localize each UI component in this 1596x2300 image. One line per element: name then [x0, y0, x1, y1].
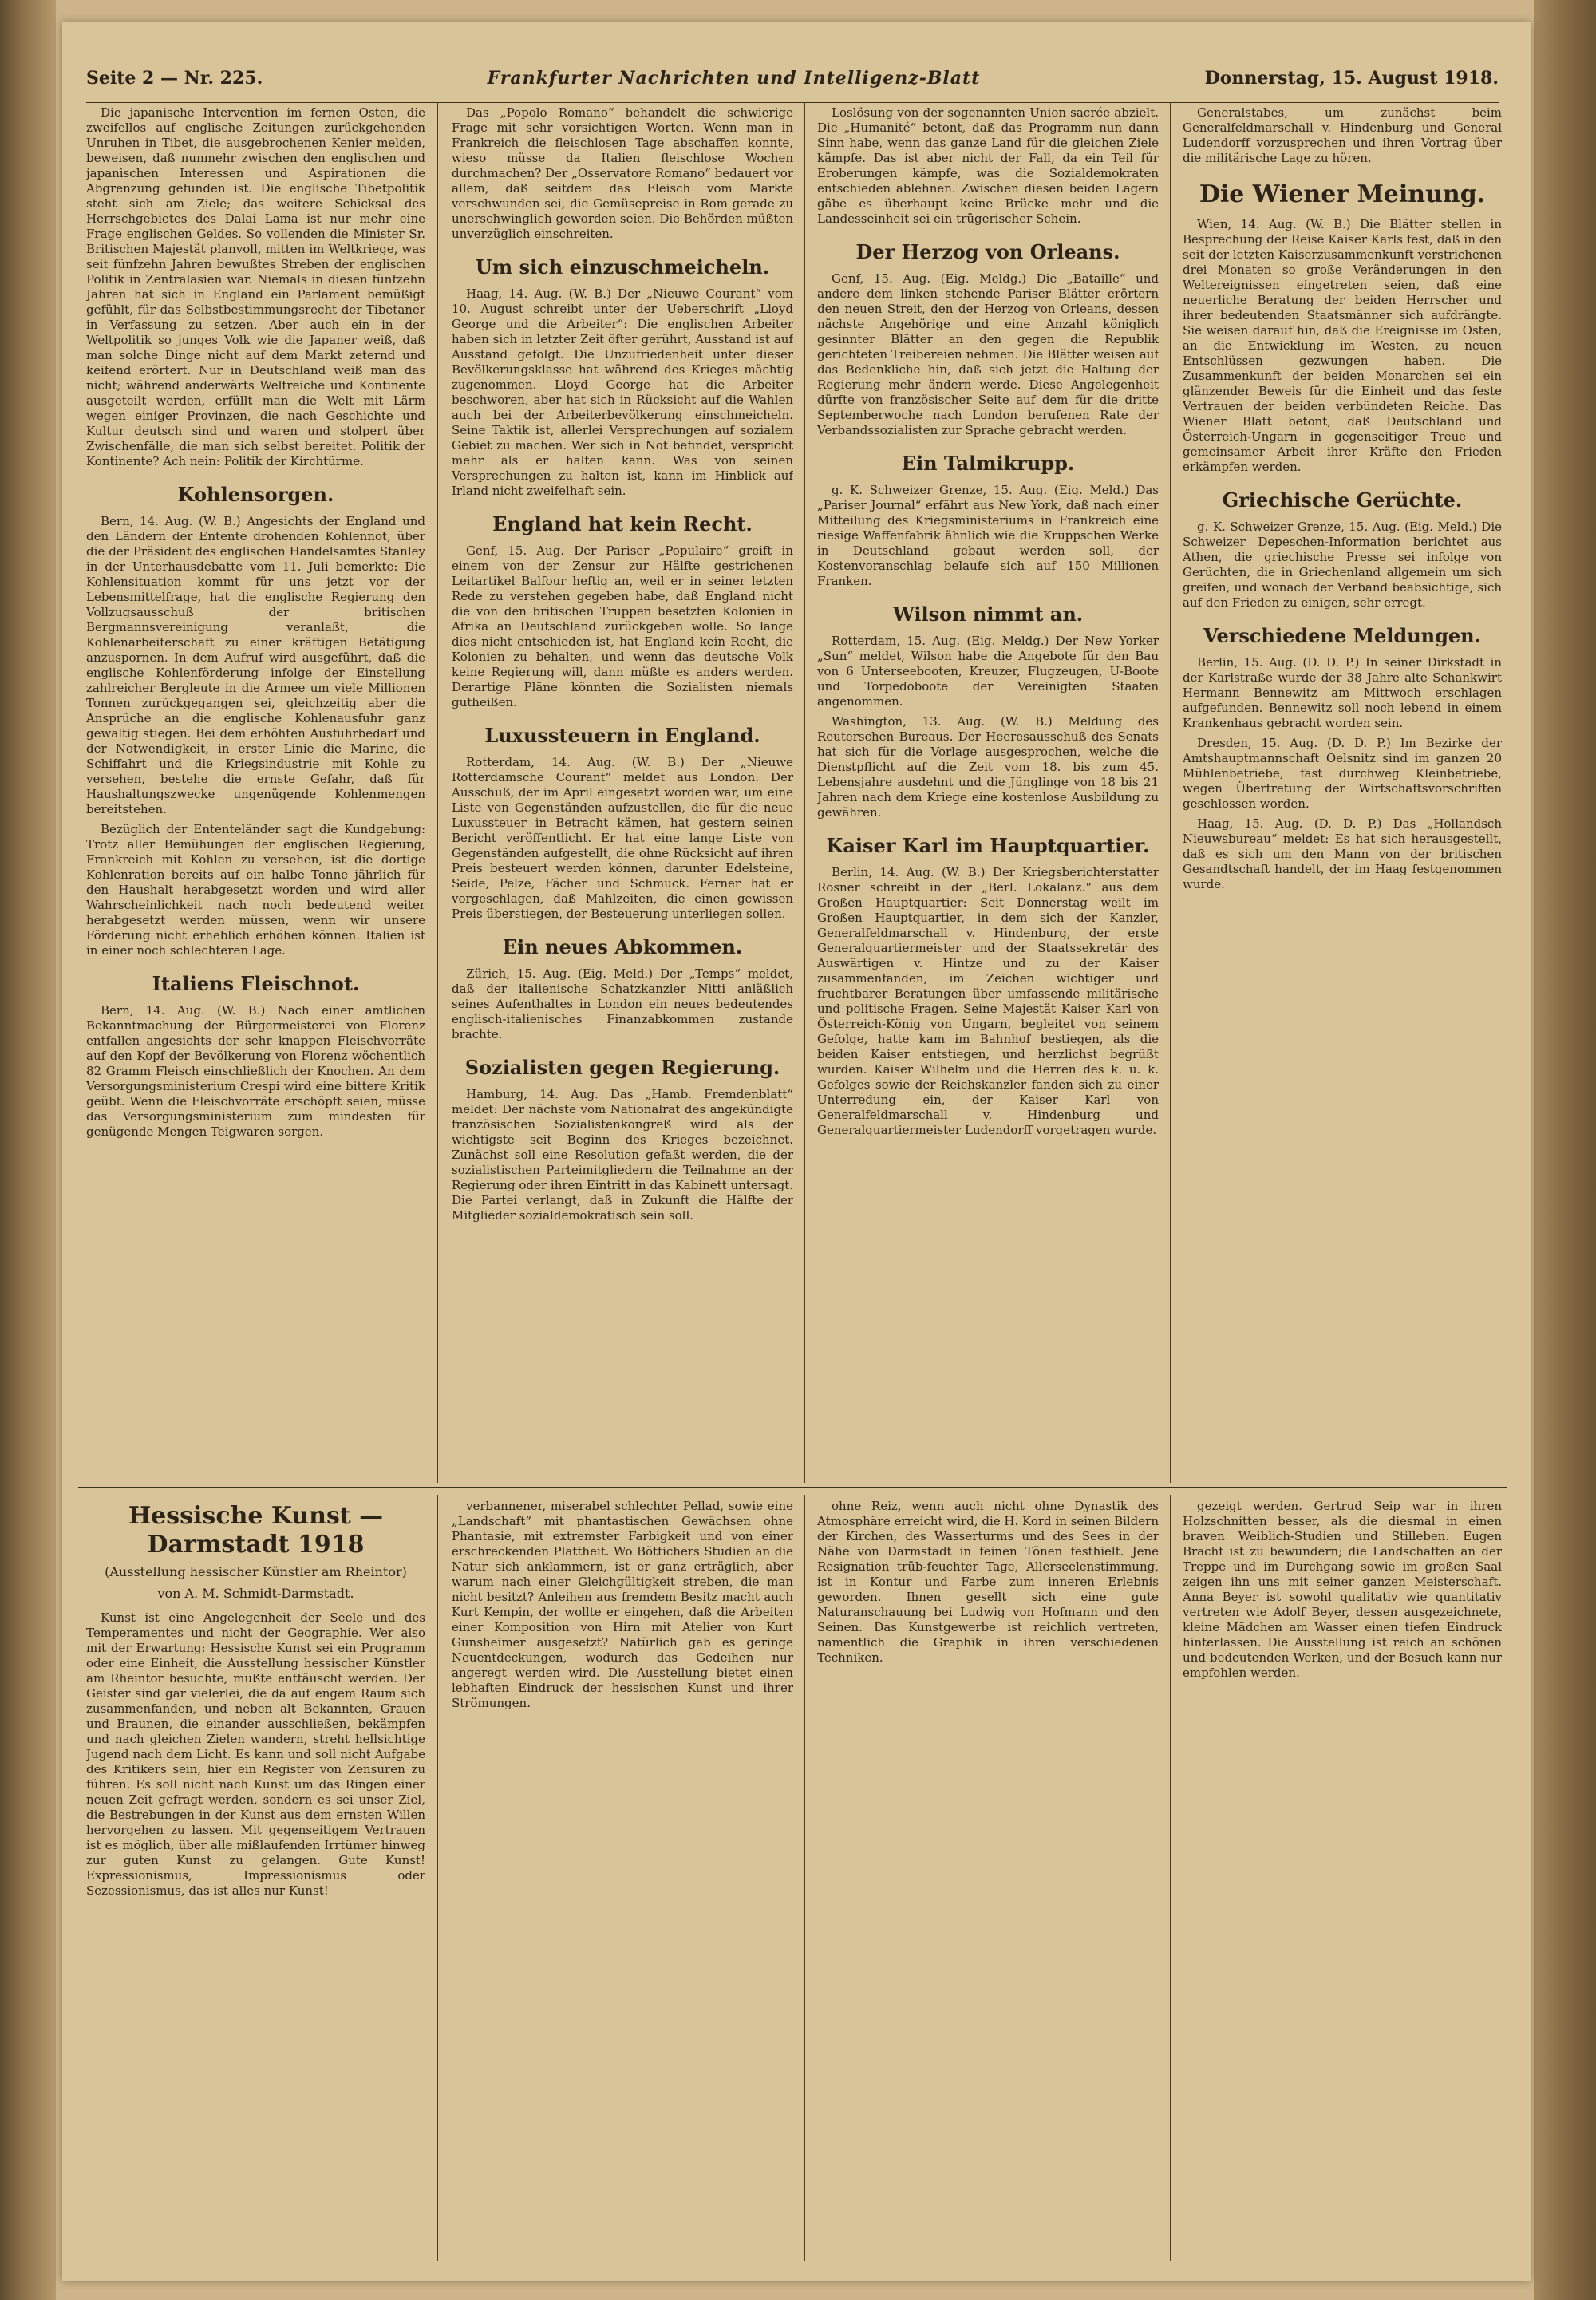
headline-italiens-fleischnot: Italiens Fleischnot.	[152, 972, 360, 995]
article-text: Dresden, 15. Aug. (D. D. P.) Im Bezirke der Amtshauptmannschaft Oelsnitz sind im ganzen 20 Mühlenbetriebe, fast durchweg Kleinbetriebe, wegen Übertretung der Wirtschaftsvorschriften geschlossen worden.	[1183, 736, 1502, 811]
column-3	[817, 105, 1159, 1478]
article-text: Washington, 13. Aug. (W. B.) Meldung des Reuterschen Bureaus. Der Heeresausschuß des Senats hat sich für die Vorlage ausgesprochen, welche die Dienstpflicht auf die Zeit vom 18. bis zum 45. Lebensjahre ausdehnt und die Jünglinge von 18 bis 21 Jahren nach dem Kriege eine kostenlose Ausbildung zu gewähren.	[817, 714, 1159, 820]
article-text: Kunst ist eine Angelegenheit der Seele und des Temperamentes und nicht der Geographie. Wer also mit der Erwartung: Hessische Kunst sei ein Programm oder eine Einheit, die Ausstellung hessischer Künstler am Rheintor besuchte, mußte enttäuscht werden. Der Geister sind gar vielerlei, die da auf engem Raum sich zusammenfanden, und neben alt Bekannten, Grauen und Braunen, die einander ausschließen, bekämpfen und nach gleichen Zielen wandern, streht hellsichtige Jugend nach dem Licht. Es kann und soll nicht Aufgabe des Kritikers sein, hier ein Register von Zensuren zu führen. Es soll nicht nach Kunst um das Ringen einer neuen Zeit gefragt werden, sondern es sei unser Ziel, die Bestrebungen in der Kunst aus dem ernsten Willen hervorgehen zu lassen. Mit gegenseitigem Vertrauen ist es möglich, über alle mißlaufenden Irrtümer hinweg zur guten Kunst zu gelangen. Gute Kunst! Expressionismus, Impressionismus oder Sezessionismus, das ist alles nur Kunst!	[86, 1610, 425, 1898]
article-text: g. K. Schweizer Grenze, 15. Aug. (Eig. Meld.) Das „Pariser Journal“ erfährt aus New York, daß nach einer Mitteilung des Kriegsministeriums in Frankreich eine riesige Waffenfabrik ähnlich wie die Kruppschen Werke in Deutschland gebaut werden soll, der Kostenvoranschlag belaufe sich auf 150 Millionen Franken.	[817, 483, 1159, 588]
column-rule	[1170, 102, 1171, 1483]
column-rule	[1170, 1495, 1171, 2261]
feuilleton-column-4	[1183, 1499, 1502, 2257]
article-text: Das „Popolo Romano“ behandelt die schwierige Frage mit sehr vorsichtigen Worten. Wenn man in Frankreich die fleischlosen Tage abschaffen konnte, wieso müsse da Italien fleischlose Wochen durchmachen? Der „Osservatore Romano“ bedauert vor allem, daß seitdem das Fleisch vom Markte verschwunden sei, die Gemüsepreise in Rom gerade zu unerschwinglich geworden seien. Die Behörden müßten unverzüglich einschreiten.	[452, 105, 793, 241]
article-text: Hamburg, 14. Aug. Das „Hamb. Fremdenblatt“ meldet: Der nächste vom Nationalrat des angekündigte französischen Sozialistenkongreß wird als der wichtigste seit Beginn des Krieges bezeichnet. Zunächst soll eine Resolution gefaßt werden, die der sozialistischen Parteimitgliedern die Teilnahme an der Regierung oder ihren Eintritt in das Kabinett untersagt. Die Partei verlangt, daß in Zukunft die Hälfte der Mitglieder sozialdemokratisch sein soll.	[452, 1087, 793, 1223]
feuilleton-column-1	[86, 1499, 425, 2257]
page-header	[86, 61, 1499, 103]
headline-herzog-orleans: Der Herzog von Orleans.	[855, 240, 1120, 263]
headline-griechische-geruechte: Griechische Gerüchte.	[1222, 488, 1463, 512]
feuilleton-title: Hessische Kunst — Darmstadt 1918	[128, 1502, 384, 1559]
article-text: Genf, 15. Aug. (Eig. Meldg.) Die „Bataille“ und andere dem linken stehende Pariser Blätter erörtern den neuen Streit, den der Herzog von Orleans, dessen nächste Angehörige und eine Anzahl königlich gesinnter Blätter an den gegen die Republik gerichteten Treibereien nehmen. Die Blätter weisen auf das Bedenkliche hin, daß sich jetzt die Haltung der Regierung mehr ändern werde. Diese Angelegenheit dürfte von französischer Seite auf dem für die dritte Septemberwoche nach London berufenen Rate der Verbandssozialisten zur Sprache gebracht werden.	[817, 271, 1159, 437]
headline-wilson: Wilson nimmt an.	[892, 603, 1084, 626]
column-rule	[437, 102, 438, 1483]
feuilleton-divider	[78, 1487, 1507, 1488]
article-text: Genf, 15. Aug. Der Pariser „Populaire“ greift in einem von der Zensur zur Hälfte gestrichenen Leitartikel Balfour heftig an, weil er in seiner letzten Rede zu verstehen gegeben habe, daß England nicht die von den britischen Truppen besetzten Kolonien in Afrika an Deutschland zurückgeben wolle. So lange dies nicht entschieden ist, hat England kein Recht, die Kolonien zu behalten, und wenn das deutsche Volk keine Regierung will, dann müßte es anders werden. Derartige Pläne könnten die Sozialisten niemals gutheißen.	[452, 543, 793, 709]
column-rule	[804, 1495, 805, 2261]
column-rule	[804, 102, 805, 1483]
feuilleton-subtitle: (Ausstellung hessischer Künstler am Rheintor)	[105, 1564, 407, 1579]
article-text: Berlin, 14. Aug. (W. B.) Der Kriegsberichterstatter Rosner schreibt in der „Berl. Lokalanz.“ aus dem Großen Hauptquartier: Seit Donnerstag weilt im Großen Hauptquartier, in dem sich der Kanzler, Generalfeldmarschall v. Hindenburg, der erste Generalquartiermeister und der Staatssekretär des Auswärtigen v. Hintze und zu der Kaiser zusammenfanden, im Zeichen wichtiger und fruchtbarer Beratungen über umfassende militärische und politische Fragen. Seine Majestät Kaiser Karl von Österreich-König von Ungarn, begleitet von seinem Gefolge, hatte kam im Bahnhof bestiegen, als die beiden Kaiser entstiegen, und herzlichst begrüßt wurden. Kaiser Wilhelm und die Herren des k. u. k. Gefolges sowie der Reichskanzler fanden sich zu einer Unterredung ein, der Kaiser Karl von Generalfeldmarschall v. Hindenburg und Generalquartiermeister Ludendorff vorgetragen wurde.	[817, 865, 1159, 1137]
article-text: Die japanische Intervention im fernen Osten, die zweifellos auf englische Zeitungen zurückgehenden Unruhen in Tibet, die ausgebrochenen Kenier melden, beweisen, daß nunmehr zwischen den englischen und japanischen Interessen und Aspirationen die Abgrenzung gefunden ist. Die englische Tibetpolitik steht sich am Ziele; das weitere Schicksal des Herrschgebietes des Dalai Lama ist nur mehr eine Frage englischen Geldes. So vollenden die Minister Sr. Britischen Majestät planvoll, mitten im Weltkriege, was seit fünfzehn Jahren bewußtes Streben der englischen Politik in Zentralasien war. Niemals in diesen fünfzehn Jahren hat sich in England ein Parlament bemüßigt gefühlt, für das Selbstbestimmungsrecht der Tibetaner in Verfassung zu setzen. Aber auch ein in der Weltpolitik so junges Volk wie die Japaner weiß, daß man solche Dinge nicht auf dem Markt zeternd und keifend erörtert. Nur in Deutschland weiß man das nicht; während anderwärts Weltreiche und Kontinente ausgeteilt werden, erfüllt man die Welt mit Lärm wegen einiger Provinzen, die nach Geschichte und Kultur deutsch sind und waren und stolpert über Zwischenfälle, die man sich selbst bereitet. Politik der Kontinente? Ach nein: Politik der Kirchtürme.	[86, 105, 425, 468]
article-text: Loslösung von der sogenannten Union sacrée abzielt. Die „Humanité“ betont, daß das Programm nun dann Sinn habe, wenn das ganze Land für die gleichen Ziele kämpfe. Das ist aber nicht der Fall, da ein Teil für Eroberungen kämpfe, was die Sozialdemokraten entschieden ablehnen. Zwischen diesen beiden Lagern gäbe es überhaupt keine Brücke mehr und die Landesseinheit sei ein trügerischer Schein.	[817, 105, 1159, 226]
article-text: Wien, 14. Aug. (W. B.) Die Blätter stellen in Besprechung der Reise Kaiser Karls fest, daß in den seit der letzten Kaiserzusammenkunft verstrichenen drei Monaten so große Veränderungen in den Weltereignissen eingetreten seien, daß eine neuerliche Beratung der beiden Herrscher und ihrer bedeutenden Staatsmänner sich aufdrängte. Sie weisen darauf hin, daß die Ereignisse im Osten, an die Entwicklung im Westen, zu neuen Entschlüssen gezwungen haben. Die Zusammenkunft der beiden Monarchen sei ein glänzender Beweis für die Einheit und das feste Vertrauen der beiden verbündeten Reiche. Das Wiener Blatt betont, daß Deutschland und Österreich-Ungarn in gegenseitiger Treue und gemeinsamer Arbeit ihrer Kräfte den Frieden erkämpfen werden.	[1183, 217, 1502, 474]
headline-wiener-meinung: Die Wiener Meinung.	[1199, 180, 1486, 208]
feuilleton-column-2	[452, 1499, 793, 2257]
article-text: Haag, 15. Aug. (D. D. P.) Das „Hollandsch Nieuwsbureau“ meldet: Es hat sich herausgestellt, daß es sich um den Mann von der britischen Gesandtschaft handelt, der im Haag festgenommen wurde.	[1183, 816, 1502, 891]
article-text: ohne Reiz, wenn auch nicht ohne Dynastik des Atmosphäre erreicht wird, die H. Kord in seinen Bildern der Kirchen, des Wasserturms und des Sees in der Nähe von Darmstadt in feinen Tönen festhielt. Jene Resignation trüb-feuchter Tage, Allerseelenstimmung, ist in Kontur und Farbe zum inneren Erlebnis geworden. Ihnen gesellt sich eine gute Naturanschauung bei Ludwig von Hofmann und den Seinen. Das Kunstgewerbe ist reichlich vertreten, namentlich die Graphik in ihren verschiedenen Techniken.	[817, 1499, 1159, 1665]
article-text: Bezüglich der Ententeländer sagt die Kundgebung: Trotz aller Bemühungen der englischen Regierung, Frankreich mit Kohlen zu versehen, ist die dortige Kohlenration bereits auf ein halbe Tonne jährlich für den Haushalt herabgesetzt worden und wird aller Wahrscheinlichkeit nach noch bedeutend weiter herabgesetzt werden müssen, wenn wir unsere Förderung nicht erheblich erhöhen können. Italien ist in einer noch schlechteren Lage.	[86, 822, 425, 958]
article-text: Haag, 14. Aug. (W. B.) Der „Nieuwe Courant“ vom 10. August schreibt unter der Ueberschrift „Lloyd George und die Arbeiter“: Die englischen Arbeiter haben sich in letzter Zeit öfter gerührt, Ausstand ist auf Ausstand gefolgt. Die Unzufriedenheit unter dieser Bevölkerungsklasse hat während des Krieges mächtig zugenommen. Lloyd George hat die Arbeiter beschworen, aber hat sich in Rücksicht auf die Wahlen auch bei der Arbeiterbevölkerung einschmeicheln. Seine Taktik ist, allerlei Versprechungen auf sozialem Gebiet zu machen. Wer sich in Not befindet, verspricht mehr als er halten kann. Was von seinen Versprechungen zu halten ist, kann im Hinblick auf Irland nicht zweifelhaft sein.	[452, 287, 793, 498]
headline-einschmeicheln: Um sich einzuschmeicheln.	[475, 255, 770, 279]
article-text: Zürich, 15. Aug. (Eig. Meld.) Der „Temps“ meldet, daß der italienische Schatzkanzler Nitti anläßlich seines Aufenthaltes in London ein neues bedeutendes englisch-italienisches Finanzabkommen zustande brachte.	[452, 966, 793, 1041]
article-text: g. K. Schweizer Grenze, 15. Aug. (Eig. Meld.) Die Schweizer Depeschen-Information berichtet aus Athen, die griechische Presse sei infolge von Gerüchten, die in Griechenland allgemein um sich greifen, und wonach der Verband beabsichtige, sich auf den Frieden zu einigen, sehr erregt.	[1183, 520, 1502, 610]
headline-talmikrupp: Ein Talmikrupp.	[901, 452, 1075, 475]
article-text: Rotterdam, 15. Aug. (Eig. Meldg.) Der New Yorker „Sun“ meldet, Wilson habe die Angebote für den Bau von 6 Unterseebooten, Kreuzer, Flugzeugen, U-Boote und Torpedoboote der Vereinigten Staaten angenommen.	[817, 634, 1159, 709]
feuilleton-author: von A. M. Schmidt-Darmstadt.	[157, 1586, 354, 1601]
headline-sozialisten: Sozialisten gegen Regierung.	[464, 1056, 780, 1079]
book-spine-left	[0, 0, 56, 2300]
newspaper-page	[62, 22, 1531, 2281]
column-1	[86, 105, 425, 1478]
article-text: Generalstabes, um zunächst beim Generalfeldmarschall v. Hindenburg und General Ludendorff vorzusprechen und ihren Vortrag über die militärische Lage zu hören.	[1183, 105, 1502, 165]
article-text: gezeigt werden. Gertrud Seip war in ihren Holzschnitten besser, als die diesmal in einen braven Weiblich-Studien und Stilleben. Eugen Bracht ist zu bewundern; die Landschaften an der Treppe und im Durchgang sowie im großen Saal zeigen ihn uns mit seiner ganzen Meisterschaft. Anna Beyer ist sowohl qualitativ wie quantitativ vertreten wie Adolf Beyer, dessen ausgezeichnete, kleine Mädchen am Wasser einen tiefen Eindruck hinterlassen. Die Ausstellung ist reich an schönen und bedeutenden Werken, und der Besuch kann nur empfohlen werden.	[1183, 1499, 1502, 1680]
article-text: verbannener, miserabel schlechter Pellad, sowie eine „Landschaft“ mit phantastischen Gewächsen ohne Phantasie, mit extremster Farbigkeit und von einer erschreckenden Plattheit. Wo Böttichers Studien an die Natur sich anklammern, ist er ganz erträglich, aber warum nach einer Gleichgültigkeit streben, die man nicht besitzt? Anleihen aus fremdem Besitz macht auch Kurt Kempin, der wollte er eingehen, daß die Arbeiten einer Komposition von Hirn mit Atelier von Kurt Gunsheimer ausgesetzt? Natürlich gab es geringe Neuentdeckungen, wodurch das Gedeihen nur angeregt werden wird. Die Ausstellung bietet einen lebhaften Eindruck der hessischen Kunst und ihrer Strömungen.	[452, 1499, 793, 1710]
article-text: Rotterdam, 14. Aug. (W. B.) Der „Nieuwe Rotterdamsche Courant“ meldet aus London: Der Ausschuß, der im April eingesetzt worden war, um eine Liste von Gegenständen aufzustellen, die für die neue Luxussteuer in Betracht kämen, hat gestern seinen Bericht veröffentlicht. Er hat eine lange Liste von Gegenständen aufgestellt, die ohne Rücksicht auf ihren Preis besteuert werden können, darunter Edelsteine, Seide, Pelze, Fächer und Schmuck. Ferner hat er vorgeschlagen, daß Mahlzeiten, die einen gewissen Preis überstiegen, der Besteuerung unterliegen sollen.	[452, 755, 793, 921]
headline-england-recht: England hat kein Recht.	[492, 512, 753, 535]
article-text: Bern, 14. Aug. (W. B.) Nach einer amtlichen Bekanntmachung der Bürgermeisterei von Florenz entfallen angesichts der sehr knappen Fleischvorräte auf den Kopf der Bevölkerung von Florenz wöchentlich 82 Gramm Fleisch einschließlich der Knochen. An dem Versorgungsministerium Crespi wird eine bittere Kritik geübt. Wenn die Fleischvorräte erschöpft seien, müsse das Versorgungsministerium zum mindesten für genügende Mengen Teigwaren sorgen.	[86, 1003, 425, 1139]
headline-abkommen: Ein neues Abkommen.	[502, 935, 743, 958]
headline-luxussteuern: Luxussteuern in England.	[484, 724, 760, 747]
column-2	[452, 105, 793, 1478]
article-text: Bern, 14. Aug. (W. B.) Angesichts der England und den Ländern der Entente drohenden Kohlennot, über die der Präsident des englischen Handelsamtes Stanley in der Unterhausdebatte vom 11. Juli bemerkte: Die Kohlensituation kommt für uns jetzt vor der Lebensmittelfrage, hat die englische Regierung den Vollzugsausschuß der britischen Bergmannsvereinigung veranlaßt, die Kohlenarbeiterschaft zu einer kräftigen Betätigung anzuspornen. In dem Aufruf wird ausgeführt, daß die englische Kohlenförderung infolge der Einstellung zahlreicher Bergleute in die Armee um viele Millionen Tonnen zurückgegangen sei, gleichzeitig aber die Ansprüche an die englische Kohlenausfuhr ganz gewaltig stiegen. Bei dem erhöhten Ausfuhrbedarf und der Notwendigkeit, in erster Linie die Marine, die Schiffahrt und die Kriegsindustrie mit Kohle zu versehen, bestehe die ernste Gefahr, daß für Haushaltungszwecke ungenügende Kohlenmengen bereitstehen.	[86, 514, 425, 816]
headline-kohlensorgen: Kohlensorgen.	[177, 483, 334, 506]
headline-verschiedene-meldungen: Verschiedene Meldungen.	[1203, 624, 1481, 647]
book-spine-right	[1534, 0, 1596, 2300]
feuilleton-column-3	[817, 1499, 1159, 2257]
page-issue: Seite 2 — Nr. 225.	[86, 68, 263, 89]
masthead: Frankfurter Nachrichten und Intelligenz-Blatt	[487, 68, 981, 89]
article-text: Berlin, 15. Aug. (D. D. P.) In seiner Dirkstadt in der Karlstraße wurde der 38 Jahre alte Schankwirt Hermann Bennewitz am Mittwoch erschlagen aufgefunden. Bennewitz soll noch lebend in einem Krankenhaus gebracht worden sein.	[1183, 655, 1502, 730]
headline-kaiser-karl: Kaiser Karl im Hauptquartier.	[826, 834, 1150, 857]
issue-date: Donnerstag, 15. August 1918.	[1204, 68, 1499, 89]
column-4	[1183, 105, 1502, 1478]
column-rule	[437, 1495, 438, 2261]
